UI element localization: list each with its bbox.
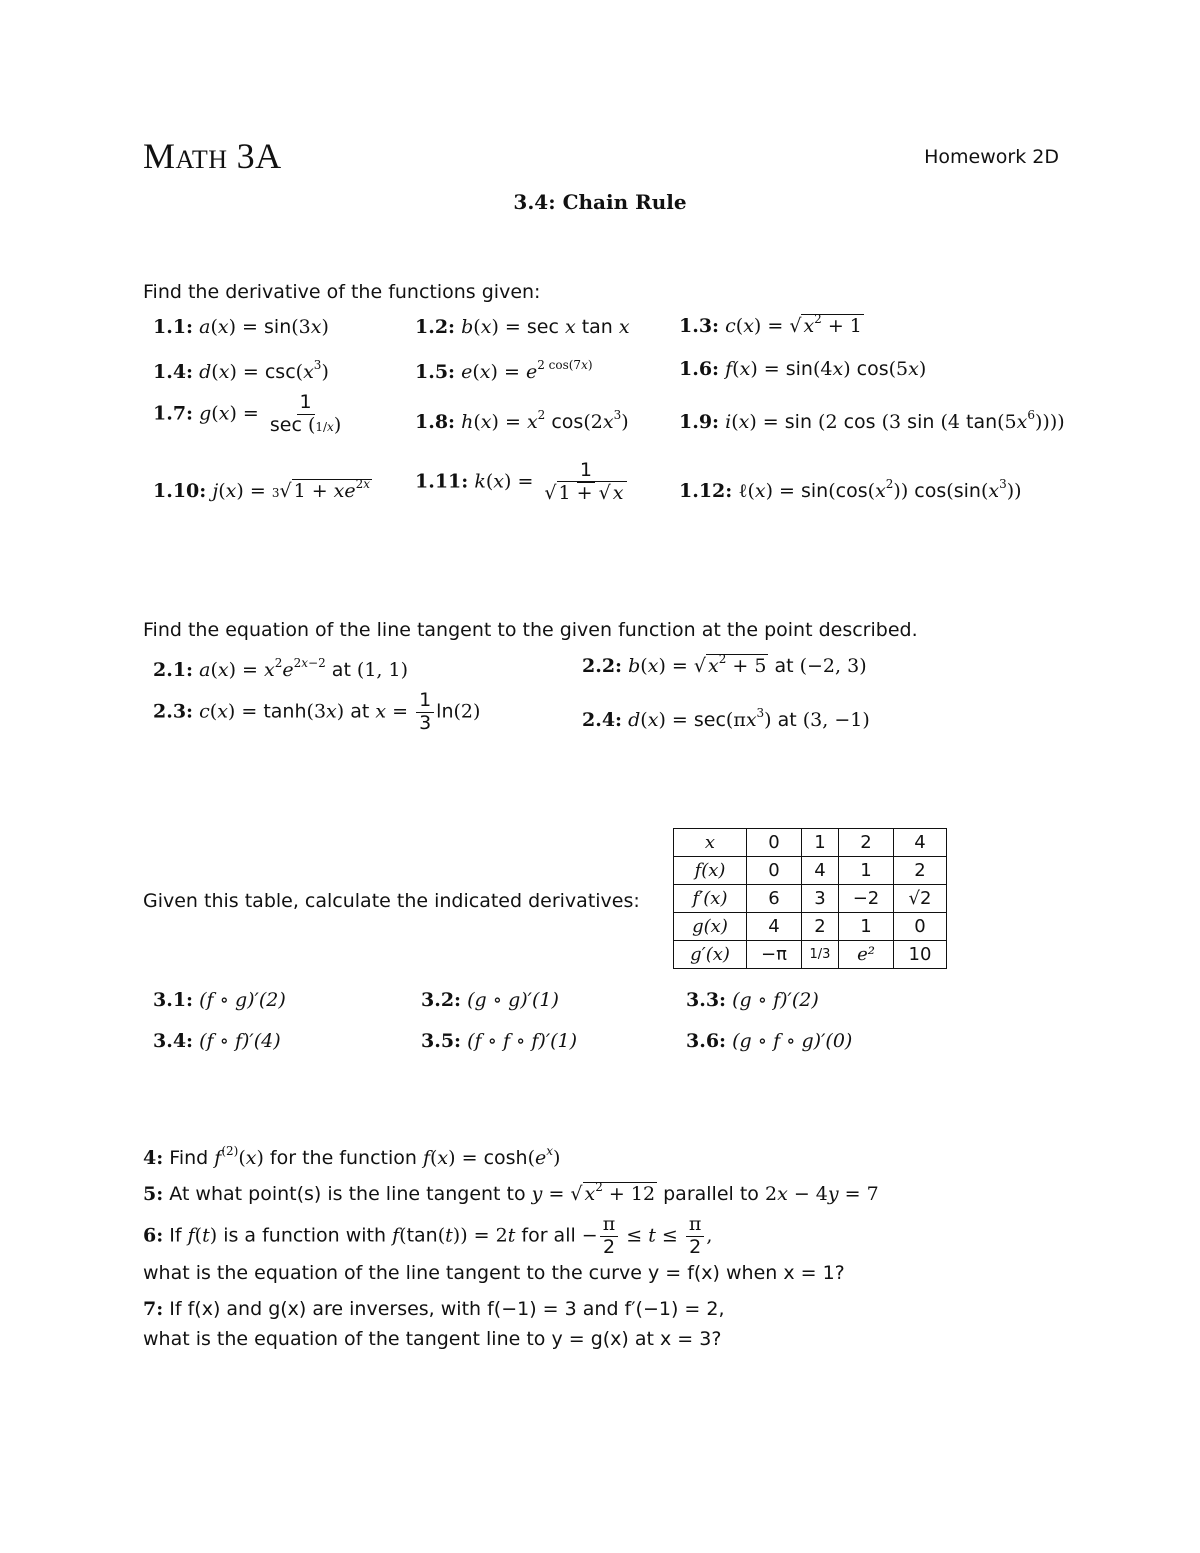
table-header-cell: 1 <box>802 829 839 857</box>
problem-1-12: 1.12: ℓ(x) = $\sin(\cos(x^2))$ $\cos(\sin(x^3))$ <box>679 477 1022 502</box>
part1-instruction: Find the derivative of the functions given: <box>143 281 541 303</box>
table-header-cell: 4 <box>894 829 947 857</box>
problem-1-6: 1.6: f(x) = sin(4x) cos(5x) <box>679 358 927 380</box>
problem-1-1: 1.1: a(x) = sin(3x) <box>153 316 329 338</box>
homework-label: Homework 2D <box>924 146 1059 168</box>
table-cell: 0 <box>747 857 802 885</box>
course-title: MATH 3A <box>143 136 282 176</box>
table-row-label: g(x) <box>674 913 747 941</box>
table-row <box>674 913 947 941</box>
table-header-cell: 2 <box>839 829 894 857</box>
problem-3-3: 3.3: (g ∘ f)′(2) <box>686 989 819 1011</box>
problem-2-2: 2.2: b(x) = √ $x^2 + 5$ at (−2, 3) <box>582 652 867 677</box>
problem-2-1: 2.1: $a(x) = x^2e^{2x-2}$ at (1, 1) <box>153 656 409 681</box>
problem-2-3: 2.3: c(x) = tanh(3x) at x = $\frac{1}{3}$ ln(2) <box>153 689 481 734</box>
table-row-label: g′(x) <box>674 941 747 969</box>
table-cell: 1 <box>839 913 894 941</box>
problem-1-3: 1.3: c(x) = √ $x^2 + 1$ <box>679 312 862 337</box>
table-cell: 3 <box>802 885 839 913</box>
table-header-cell: x <box>674 829 747 857</box>
problem-1-10: 1.10: j(x) = 3√ $1 + xe^{2x}$ <box>153 477 371 502</box>
table-row <box>674 885 947 913</box>
table-cell: 10 <box>894 941 947 969</box>
question-6-line2: what is the equation of the line tangent to the curve y = f(x) when x = 1? <box>143 1262 845 1284</box>
problem-1-8: 1.8: $h(x) = x^2$ $\cos(2x^3)$ <box>415 408 629 433</box>
problem-1-7: 1.7: g(x) = 1 sec (1/x) <box>153 391 342 436</box>
table-cell: 2 <box>894 857 947 885</box>
table-cell: −π <box>747 941 802 969</box>
table-header-cell: 0 <box>747 829 802 857</box>
table-cell: √2 <box>894 885 947 913</box>
problem-3-2: 3.2: (g ∘ g)′(1) <box>421 989 559 1011</box>
table-row-label: f′(x) <box>674 885 747 913</box>
question-7: 7: If f(x) and g(x) are inverses, with f(−1) = 3 and f′(−1) = 2, <box>143 1298 725 1320</box>
problem-1-2: 1.2: b(x) = sec x tan x <box>415 316 630 338</box>
table-cell: 2 <box>802 913 839 941</box>
question-5: 5: At what point(s) is the line tangent to y = √ $x^2 + 12$ parallel to 2x − 4y = 7 <box>143 1180 879 1205</box>
table-row <box>674 857 947 885</box>
problem-1-4: 1.4: $d(x) = \csc(x^3)$ <box>153 358 329 383</box>
problem-1-5: 1.5: $e(x) = e^{2 cos(7x)}$ <box>415 358 593 383</box>
table-cell: −2 <box>839 885 894 913</box>
table-row-label: f(x) <box>674 857 747 885</box>
table-cell: 1 <box>839 857 894 885</box>
table-row <box>674 941 947 969</box>
part3-instruction: Given this table, calculate the indicated derivatives: <box>143 890 640 912</box>
question-7-line2: what is the equation of the tangent line to y = g(x) at x = 3? <box>143 1328 722 1350</box>
table-cell: 0 <box>894 913 947 941</box>
part2-instruction: Find the equation of the line tangent to the given function at the point described. <box>143 619 918 641</box>
table-cell: 4 <box>802 857 839 885</box>
problem-3-6: 3.6: (g ∘ f ∘ g)′(0) <box>686 1030 853 1052</box>
question-6: 6: If f(t) is a function with f(tan(t)) = 2t for all − $\frac{\pi}{2}$ ≤ t ≤ $\frac{\pi}{2}$ , <box>143 1213 713 1258</box>
section-title: 3.4: Chain Rule <box>513 190 687 214</box>
table-cell: 6 <box>747 885 802 913</box>
problem-1-9: 1.9: i(x) = sin (2 cos (3 sin (4 $\tan(5x^6)$))) <box>679 408 1065 433</box>
values-table <box>673 828 947 969</box>
problem-1-11: 1.11: k(x) = $\frac{1}{√ 1 + √ x}$ <box>415 460 632 505</box>
problem-2-4: 2.4: $d(x) = \sec(\pi x^3)$ at (3, −1) <box>582 706 870 731</box>
table-cell: e² <box>839 941 894 969</box>
table-header-row <box>674 829 947 857</box>
problem-3-4: 3.4: (f ∘ f)′(4) <box>153 1030 281 1052</box>
question-4: 4: Find $f^{(2)}(x)$ for the function $f(x) = \cosh(e^x)$ <box>143 1144 561 1169</box>
problem-3-1: 3.1: (f ∘ g)′(2) <box>153 989 286 1011</box>
table-cell: 1/3 <box>802 941 839 969</box>
problem-3-5: 3.5: (f ∘ f ∘ f)′(1) <box>421 1030 578 1052</box>
table-cell: 4 <box>747 913 802 941</box>
